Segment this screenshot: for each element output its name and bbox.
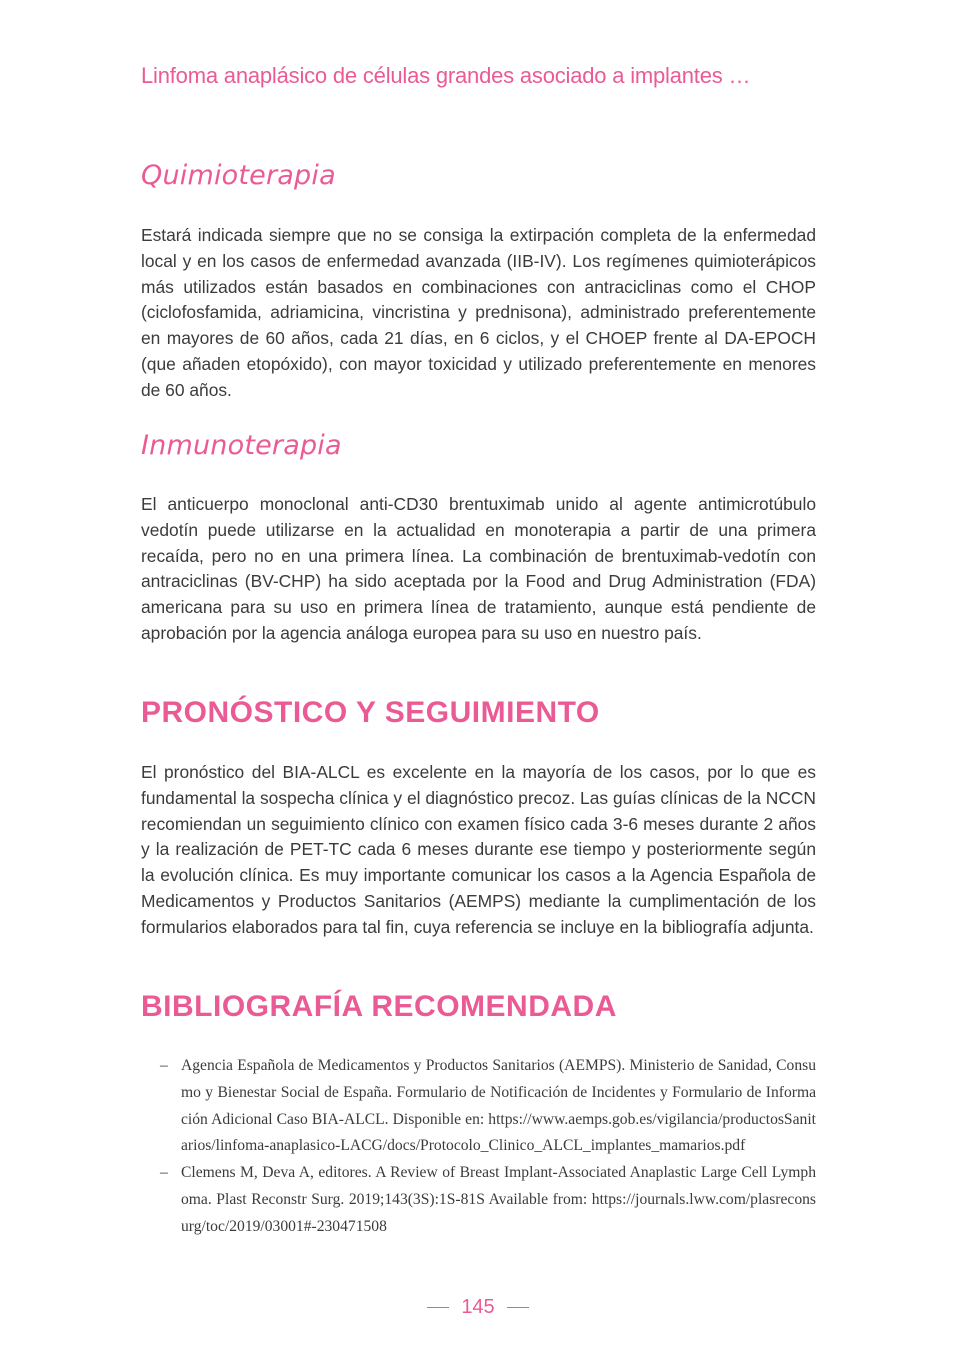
heading-quimioterapia: Quimioterapia <box>141 160 336 191</box>
paragraph-inmunoterapia: El anticuerpo monoclonal anti-CD30 brentuximab unido al agente antimicrotúbulo vedotín puede utilizarse en la actualidad en monoterapia a partir de una primera recaída, pero no en una primera línea. La combinación de brentuximab-vedotín con antraciclinas (BV-CHP) ha sido aceptada por la Food and Drug Administration (FDA) americana para su uso en primera línea de tratamiento, aunque está pendiente de aprobación por la agencia análoga europea para su uso en nuestro país. <box>141 494 816 643</box>
bibliography-item <box>160 1053 816 1160</box>
bibliography-item-text: Agencia Española de Medicamentos y Productos Sanitarios (AEMPS). Ministerio de Sanidad, Consumo y Bienestar Social de España. Formulario de Notificación de Incidentes y Formulario de Información Adicional Caso BIA-ALCL. Disponible en: https://www.aemps.gob.es/vigilancia/productosSanitarios/linfoma-anaplasico-LACG/docs/Protocolo_Clinico_ALCL_implantes_mamarios.pdf <box>181 1057 816 1155</box>
list-dash: – <box>160 1057 168 1074</box>
heading-inmunoterapia: Inmunoterapia <box>141 430 342 461</box>
heading-pronostico: PRONÓSTICO Y SEGUIMIENTO <box>141 696 600 729</box>
list-dash: – <box>160 1164 168 1182</box>
paragraph-quimioterapia: Estará indicada siempre que no se consiga la extirpación completa de la enfermedad local y en los casos de enfermedad avanzada (IIB-IV). Los regímenes quimioterápicos más utilizados están basados en combinaciones con antraciclinas como el CHOP (ciclofosfamida, adriamicina, vincristina y prednisona), administrado preferentemente en mayores de 60 años, cada 21 días, en 6 ciclos, y el CHOEP frente al DA-EPOCH (que añaden etopóxido), con mayor toxicidad y utilizado preferentemente en menores de 60 años. <box>141 225 816 400</box>
paragraph-pronostico: El pronóstico del BIA-ALCL es excelente en la mayoría de los casos, por lo que es fundamental la sospecha clínica y el diagnóstico precoz. Las guías clínicas de la NCCN recomiendan un seguimiento clínico con examen físico cada 3-6 meses durante 2 años y la realización de PET-TC cada 6 meses durante ese tiempo y posteriormente según la evolución clínica. Es muy importante comunicar los casos a la Agencia Española de Medicamentos y Productos Sanitarios (AEMPS) mediante la cumplimentación de los formularios elaborados para tal fin, cuya referencia se incluye en la bibliografía adjunta. <box>141 762 816 937</box>
bibliography-item-text: Clemens M, Deva A, editores. A Review of Breast Implant-Associated Anaplastic Large Cell Lymphoma. Plast Reconstr Surg. 2019;143(3S):1S-81S Available from: https://journals.lww.com/plasreconsurg/toc/2019/03001#-230471508 <box>181 1164 816 1235</box>
bibliography-list <box>160 1053 816 1241</box>
footer-rule-left <box>427 1307 449 1309</box>
page-number: 145 <box>461 1296 495 1318</box>
footer-rule-right <box>507 1307 529 1309</box>
running-header: Linfoma anaplásico de células grandes asociado a implantes … <box>141 63 751 88</box>
heading-bibliografia: BIBLIOGRAFÍA RECOMENDADA <box>141 990 617 1023</box>
bibliography-item <box>160 1160 816 1240</box>
page-footer <box>0 1296 956 1319</box>
